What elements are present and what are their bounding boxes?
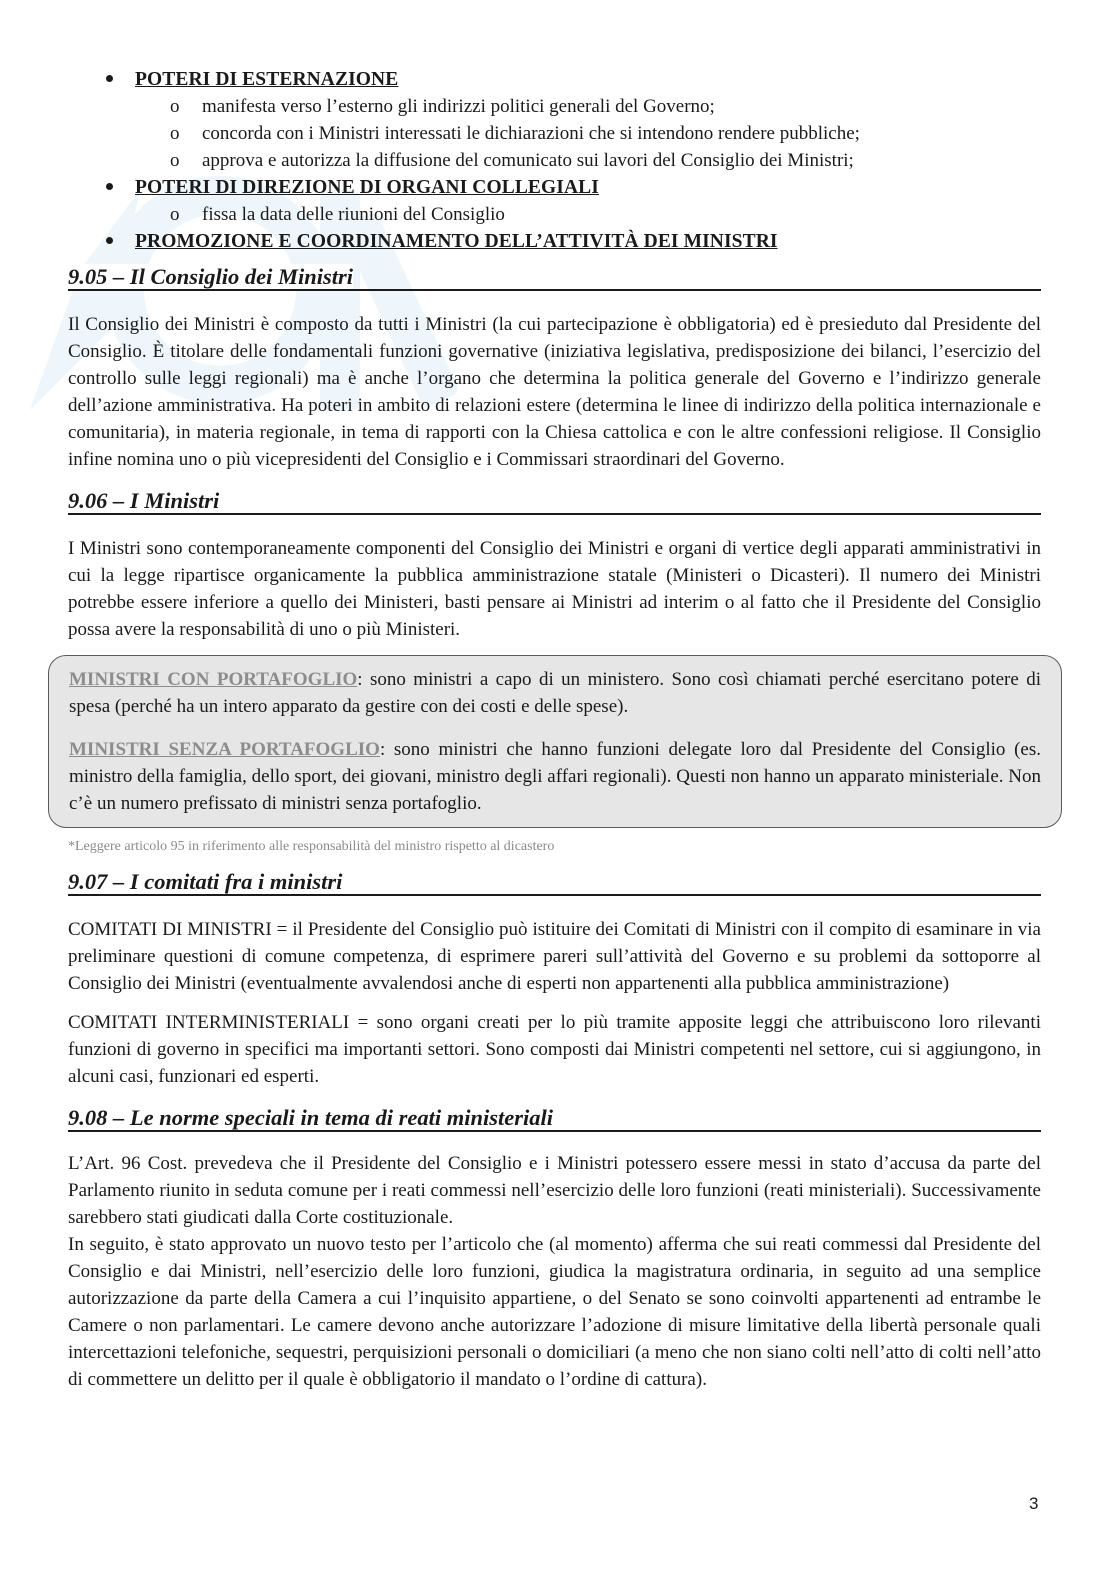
paragraph: COMITATI INTERMINISTERIALI = sono organi creati per lo più tramite apposite leggi che attribuiscono loro rilevanti funzioni di governo in specifici ma importanti settori. Sono composti dai Ministri competenti nel settore, cui si aggiungono, in alcuni casi, funzionari ed esperti. [68, 1012, 1041, 1087]
bullet-dot-icon [106, 237, 113, 244]
box-text: : sono ministri che hanno funzioni delegate loro dal Presidente del Consiglio (es. ministro della famiglia, dello sport, dei giovani, ministro degli affari regionali). Questi non hanno un apparato ministeriale. Non c’è un numero prefissato di ministri senza portafoglio. [69, 739, 1041, 814]
page-content [68, 66, 1041, 1393]
sub-item [135, 120, 1041, 147]
sub-item-text: concorda con i Ministri interessati le dichiarazioni che si intendono rendere pubbliche; [202, 123, 860, 144]
bullet-item [68, 66, 1041, 174]
bullet-dot-icon [106, 75, 113, 82]
section-title: 9.08 – Le norme speciali in tema di reati ministeriali [68, 1104, 1041, 1134]
bullet-heading: PROMOZIONE E COORDINAMENTO DELL’ATTIVITÀ DEI MINISTRI [135, 231, 778, 252]
sub-item [135, 201, 1041, 228]
title-underline [68, 1130, 1041, 1132]
paragraph: COMITATI DI MINISTRI = il Presidente del Consiglio può istituire dei Comitati di Ministri con il compito di esaminare in via preliminare questioni di comune competenza, di esprimere pareri sull’attività del Governo e su problemi da sottoporre al Consiglio dei Ministri (eventualmente avvalendosi anche di esperti non appartenenti alla pubblica amministrazione) [68, 919, 1041, 994]
sub-item-text: approva e autorizza la diffusione del comunicato sui lavori del Consiglio dei Ministri; [202, 150, 854, 171]
circle-bullet-icon: o [170, 96, 180, 117]
circle-bullet-icon: o [170, 204, 180, 225]
sub-item [135, 147, 1041, 174]
section-title: 9.07 – I comitati fra i ministri [68, 868, 1041, 898]
sub-item [135, 93, 1041, 120]
title-underline [68, 513, 1041, 515]
sub-item-text: manifesta verso l’esterno gli indirizzi politici generali del Governo; [202, 96, 715, 117]
title-underline [68, 289, 1041, 291]
circle-bullet-icon: o [170, 123, 180, 144]
sub-list [135, 93, 1041, 174]
bullet-item [68, 228, 1041, 255]
section-title: 9.06 – I Ministri [68, 487, 1041, 517]
bullet-heading: POTERI DI DIREZIONE DI ORGANI COLLEGIALI [135, 177, 599, 198]
bullet-dot-icon [106, 183, 113, 190]
box-paragraph [69, 666, 1041, 720]
bullet-heading: POTERI DI ESTERNAZIONE [135, 69, 399, 90]
sub-list [135, 201, 1041, 228]
sub-item-text: fissa la data delle riunioni del Consiglio [202, 204, 505, 225]
box-term: MINISTRI CON PORTAFOGLIO [69, 669, 358, 690]
paragraph: I Ministri sono contemporaneamente componenti del Consiglio dei Ministri e organi di vertice degli apparati amministrativi in cui la legge ripartisce organicamente la pubblica amministrazione statale (Ministeri o Dicasteri). Il numero dei Ministri potrebbe essere inferiore a quello dei Ministeri, basti pensare ai Ministri ad interim o al fatto che il Presidente del Consiglio possa avere la responsabilità di uno o più Ministeri. [68, 538, 1041, 640]
section-9-05 [68, 263, 1041, 473]
page-number: 3 [1029, 1494, 1039, 1513]
paragraph: Il Consiglio dei Ministri è composto da tutti i Ministri (la cui partecipazione è obbligatoria) ed è presieduto dal Presidente del Consiglio. È titolare delle fondamentali funzioni governative (iniziativa legislativa, predisposizione dei bilanci, l’esercizio del controllo sulle leggi regionali) ma è anche l’organo che determina la politica generale del Governo e l’indirizzo generale dell’azione amministrativa. Ha poteri in ambito di relazioni estere (determina le linee di indirizzo della politica internazionale e comunitaria), in materia regionale, in tema di rapporti con la Chiesa cattolica e con le altre confessioni religiose. Il Consiglio infine nomina uno o più vicepresidenti del Consiglio e i Commissari straordinari del Governo. [68, 314, 1041, 470]
section-title: 9.05 – Il Consiglio dei Ministri [68, 263, 1041, 293]
section-9-07 [68, 868, 1041, 1090]
portfolio-box [48, 655, 1062, 828]
paragraph: In seguito, è stato approvato un nuovo testo per l’articolo che (al momento) afferma che sui reati commessi dal Presidente del Consiglio e dai Ministri, nell’esercizio delle loro funzioni, giudica la magistratura ordinaria, in seguito ad una semplice autorizzazione da parte della Camera a cui l’inquisito appartiene, o del Senato se sono coinvolti appartenenti ad entrambe le Camere o non parlamentari. Le camere devono anche autorizzare l’adozione di misure limitative della libertà personale quali intercettazioni telefoniche, sequestri, perquisizioni personali o domiciliari (a meno che non siano colti nell’atto di colti nell’atto di commettere un delitto per il quale è obbligatorio il mandato o l’ordine di cattura). [68, 1234, 1041, 1390]
footnote: *Leggere articolo 95 in riferimento alle responsabilità del ministro rispetto al dicastero [68, 839, 555, 854]
bullet-item [68, 174, 1041, 228]
box-paragraph [69, 736, 1041, 817]
circle-bullet-icon: o [170, 150, 180, 171]
powers-list [68, 66, 1041, 255]
paragraph: L’Art. 96 Cost. prevedeva che il Presidente del Consiglio e i Ministri potessero essere messi in stato d’accusa da parte del Parlamento riunito in seduta comune per i reati commessi nell’esercizio delle loro funzioni (reati ministeriali). Successivamente sarebbero stati giudicati dalla Corte costituzionale. [68, 1153, 1041, 1228]
box-text: : sono ministri a capo di un ministero. Sono così chiamati perché esercitano potere di spesa (perché ha un intero apparato da gestire con dei costi e delle spese). [69, 669, 1041, 717]
section-9-06 [68, 487, 1041, 856]
section-9-08 [68, 1104, 1041, 1393]
box-term: MINISTRI SENZA PORTAFOGLIO [69, 739, 380, 760]
title-underline [68, 894, 1041, 896]
